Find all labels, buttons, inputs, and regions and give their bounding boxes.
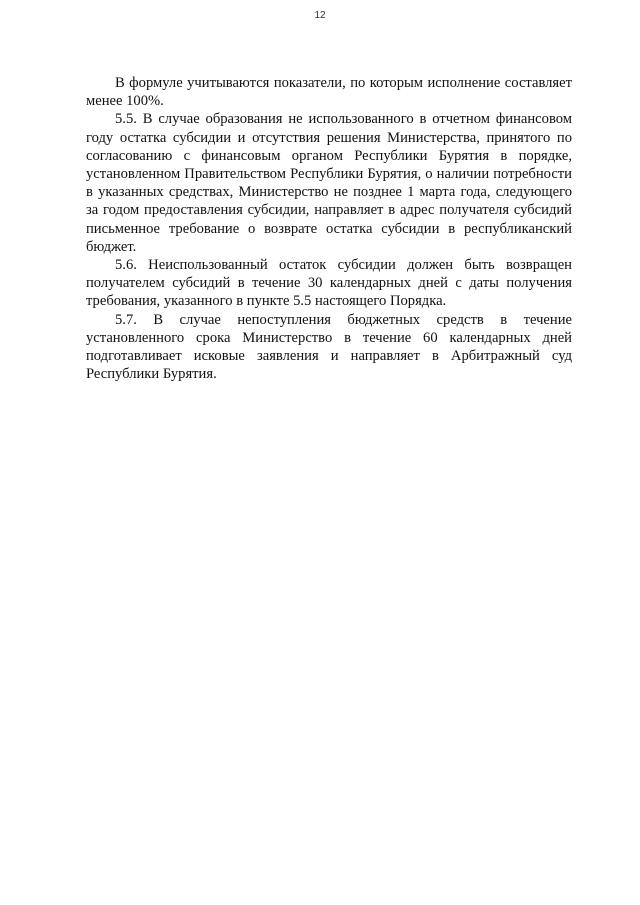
paragraph-5-5: 5.5. В случае образования не использованного в отчетном финансовом году остатка субсидии и отсутствия решения Министерства, принятого по согласованию с финансовым органом Республики Бурятия в порядке, установленном Правительством Республики Бурятия, о наличии потребности в указанных средствах, Министерство не позднее 1 марта года, следующего за годом предоставления субсидии, направляет в адрес получателя субсидий письменное требование о возврате остатка субсидии в республиканский бюджет.	[86, 111, 572, 255]
paragraph-formula-note: В формуле учитываются показатели, по которым исполнение составляет менее 100%.	[86, 75, 572, 110]
paragraph-5-7: 5.7. В случае непоступления бюджетных средств в течение установленного срока Министерство в течение 60 календарных дней подготавливает исковые заявления и направляет в Арбитражный суд Республики Бурятия.	[86, 311, 572, 383]
page-number: 12	[314, 10, 326, 21]
paragraph-5-6: 5.6. Неиспользованный остаток субсидии должен быть возвращен получателем субсидий в течение 30 календарных дней с даты получения требования, указанного в пункте 5.5 настоящего Порядка.	[86, 257, 572, 310]
document-body	[86, 74, 572, 383]
